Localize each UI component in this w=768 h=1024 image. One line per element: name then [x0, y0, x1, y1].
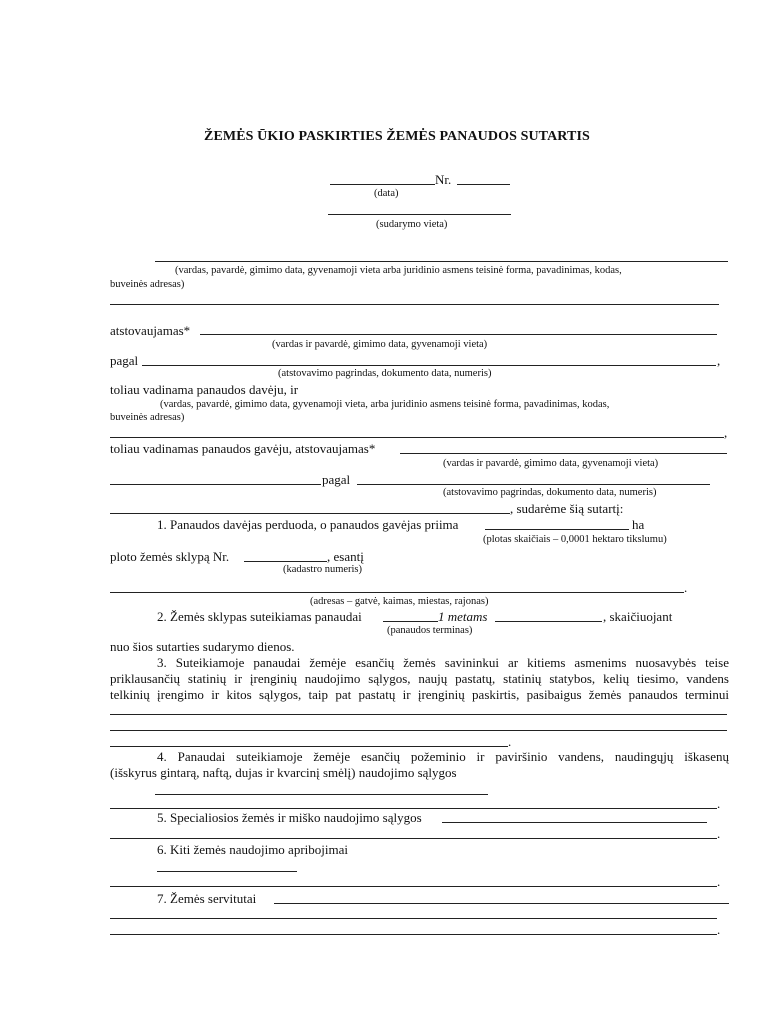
area-caption: (plotas skaičiais – 0,0001 hektaro tikslumu): [483, 534, 667, 545]
clause-6-line-a: [157, 871, 297, 872]
borrower-caption: (vardas, pavardė, gimimo data, gyvenamoji vieta, arba juridinio asmens teisinė forma, pavadinimas, kodas,: [160, 399, 610, 410]
area-line: [485, 529, 629, 530]
clause-4-end: .: [717, 796, 721, 811]
lender-name-line: [155, 261, 728, 262]
borrower-called: toliau vadinamas panaudos gavėju, atstovaujamas*: [110, 441, 376, 456]
clause-7-line-b: [110, 918, 717, 919]
clause-4-line-1: 4. Panaudai suteikiamoje žemėje esančių požeminio ir paviršinio vandens, naudingųjų iškasenų: [157, 749, 729, 764]
number-line: [457, 184, 510, 185]
borrower-line: [110, 437, 724, 438]
cadastre-caption: (kadastro numeris): [283, 564, 363, 575]
clause-7-line-c: [110, 934, 717, 935]
term-caption: (panaudos terminas): [387, 625, 473, 636]
borrower-basis-line-2: [110, 513, 510, 514]
ha-label: ha: [632, 517, 645, 532]
lender-line-2: [110, 304, 719, 305]
clause-7-text: 7. Žemės servitutai: [157, 891, 257, 906]
borrower-basis-caption: (atstovavimo pagrindas, dokumento data, numeris): [443, 487, 657, 498]
clause-3-line-1: 3. Suteikiamoje panaudai žemėje esančių žemės savininkui ar kitiems asmenims nuosavybės teise: [157, 655, 729, 670]
clause-3-line-c: [110, 746, 508, 747]
date-line: [330, 184, 435, 185]
term-line-pre: [383, 621, 438, 622]
clause-5-end: .: [717, 826, 721, 841]
address-caption: (adresas – gatvė, kaimas, miestas, rajonas): [310, 596, 489, 607]
clause-3-end: .: [508, 734, 512, 749]
borrower-pagal-label: pagal: [322, 472, 351, 487]
lender-pagal-label: pagal: [110, 353, 139, 368]
lender-caption: (vardas, pavardė, gimimo data, gyvenamoji vieta arba juridinio asmens teisinė forma, pavadinimas, kodas,: [175, 265, 622, 276]
borrower-representative-line: [400, 453, 727, 454]
clause-2-from: nuo šios sutarties sudarymo dienos.: [110, 639, 295, 654]
cadastre-line: [244, 561, 327, 562]
clause-2-text: 2. Žemės sklypas suteikiamas panaudai: [157, 609, 362, 624]
clause-3-line-3: telkinių įrengimo ir kitos sąlygos, taip pat pastatų ir įrenginių paskirtis, pasibaigus žemės panaudos terminui: [110, 687, 729, 702]
nr-label: Nr.: [435, 172, 452, 187]
clause-5-line-b: [110, 838, 717, 839]
lender-called: toliau vadinama panaudos davėju, ir: [110, 382, 299, 397]
clause-3-line-2: priklausančių statinių ir įrenginių naudojimo sąlygos, naujų pastatų, statinių statybos, kelių tiesimo, vandens: [110, 671, 729, 686]
lender-basis-comma: ,: [717, 353, 721, 368]
clause-7-line-a: [274, 903, 729, 904]
place-line: [328, 214, 511, 215]
clause-4-line-a: [155, 794, 488, 795]
borrower-pre-pagal-line: [110, 484, 321, 485]
term-value: 1 metams: [438, 609, 488, 624]
address-period: .: [684, 580, 688, 595]
clause-5-line-a: [442, 822, 707, 823]
borrower-caption-cont: buveinės adresas): [110, 412, 185, 423]
place-caption: (sudarymo vieta): [376, 219, 448, 230]
clause-3-line-b: [110, 730, 727, 731]
lender-representative-line: [200, 334, 717, 335]
clause-6-text: 6. Kiti žemės naudojimo apribojimai: [157, 842, 348, 857]
clause-5-text: 5. Specialiosios žemės ir miško naudojimo sąlygos: [157, 810, 422, 825]
plot-label: ploto žemės sklypą Nr.: [110, 549, 230, 564]
address-line: [110, 592, 684, 593]
clause-7-end: .: [717, 922, 721, 937]
lender-represented-label: atstovaujamas*: [110, 323, 191, 338]
lender-caption-cont: buveinės adresas): [110, 279, 185, 290]
clause-1-text: 1. Panaudos davėjas perduoda, o panaudos gavėjas priima: [157, 517, 459, 532]
borrower-comma: ,: [724, 425, 728, 440]
clause-4-line-b: [110, 808, 717, 809]
document-title: ŽEMĖS ŪKIO PASKIRTIES ŽEMĖS PANAUDOS SUTARTIS: [204, 129, 590, 144]
counting-label: , skaičiuojant: [603, 609, 673, 624]
lender-rep-caption: (vardas ir pavardė, gimimo data, gyvenamoji vieta): [272, 339, 488, 350]
date-caption: (data): [374, 188, 399, 199]
clause-6-end: .: [717, 874, 721, 889]
clause-4-line-2: (išskyrus gintarą, naftą, dujas ir kvarcinį smėlį) naudojimo sąlygos: [110, 765, 457, 780]
clause-3-line-a: [110, 714, 727, 715]
borrower-rep-caption: (vardas ir pavardė, gimimo data, gyvenamoji vieta): [443, 458, 659, 469]
lender-basis-line: [142, 365, 716, 366]
located-label: , esantį: [327, 549, 364, 564]
borrower-basis-line: [357, 484, 710, 485]
term-line-post: [495, 621, 602, 622]
concluded-text: , sudarėme šią sutartį:: [510, 501, 624, 516]
lender-basis-caption: (atstovavimo pagrindas, dokumento data, numeris): [278, 368, 492, 379]
clause-6-line-b: [110, 886, 717, 887]
